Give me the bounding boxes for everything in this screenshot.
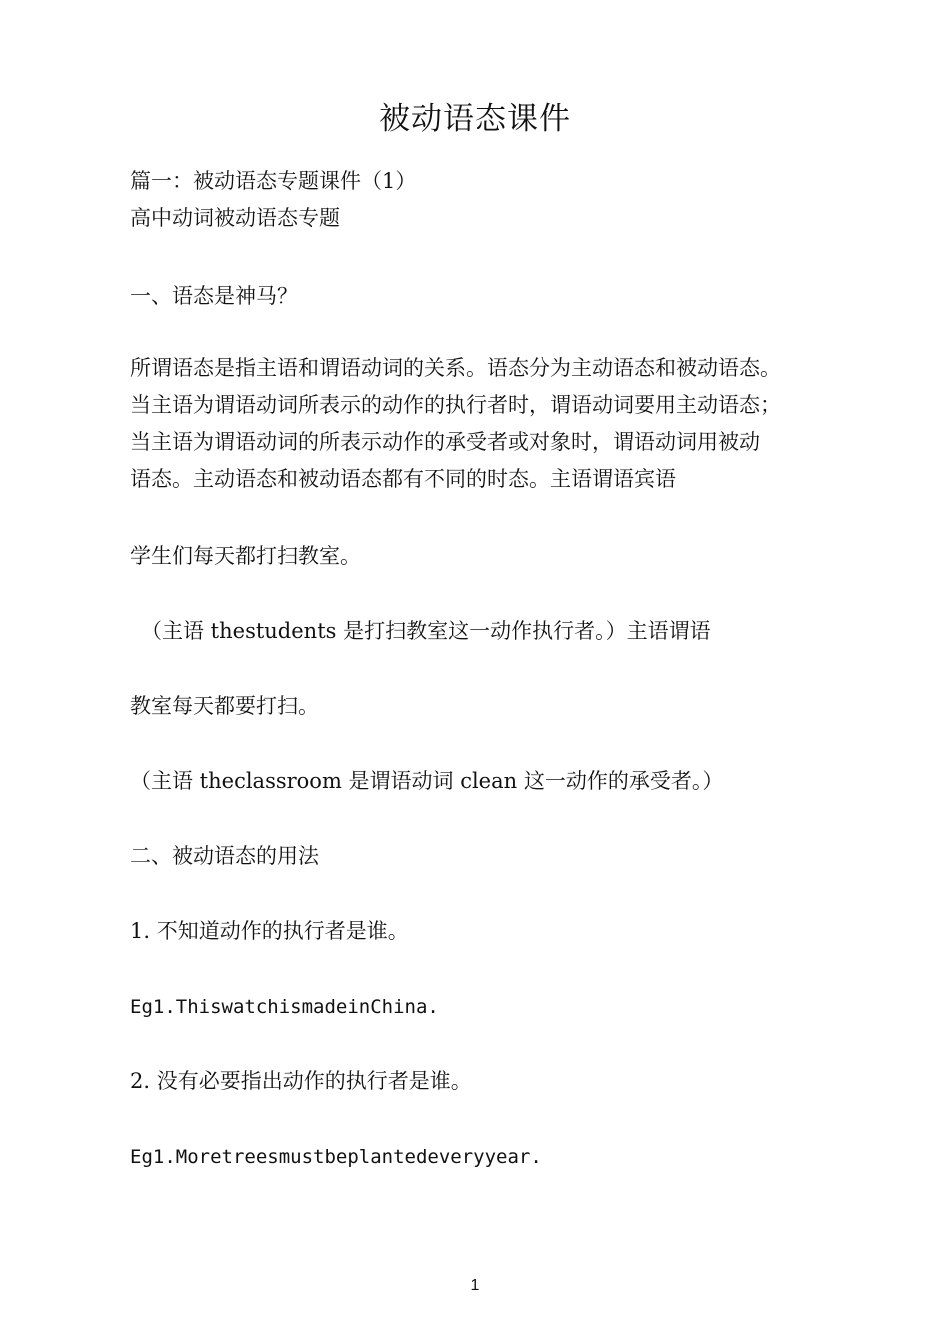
- usage-item-1: 1. 不知道动作的执行者是谁。: [130, 919, 409, 943]
- usage-item-2-example: Eg1.Moretreesmustbeplantedeveryyear.: [130, 1146, 542, 1168]
- passive-example-sentence: 教室每天都要打扫。: [130, 694, 319, 718]
- usage-item-1-example: Eg1.ThiswatchismadeinChina.: [130, 996, 439, 1018]
- section-heading: 篇一：被动语态专题课件（1）: [130, 169, 417, 193]
- heading-passive-usage: 二、被动语态的用法: [130, 844, 319, 868]
- passive-example-note: （主语 theclassroom 是谓语动词 clean 这一动作的承受者。）: [130, 769, 724, 793]
- active-example-note: （主语 thestudents 是打扫教室这一动作执行者。）主语谓语: [141, 619, 711, 643]
- paragraph-line: 语态。主动语态和被动语态都有不同的时态。主语谓语宾语: [130, 467, 676, 491]
- document-subtitle: 高中动词被动语态专题: [130, 206, 340, 230]
- paragraph-line: 当主语为谓语动词所表示的动作的执行者时，谓语动词要用主动语态；: [130, 393, 781, 417]
- paragraph-line: 所谓语态是指主语和谓语动词的关系。语态分为主动语态和被动语态。: [130, 356, 781, 380]
- document-title: 被动语态课件: [379, 101, 571, 137]
- definition-paragraph: [130, 350, 830, 498]
- paragraph-line: 当主语为谓语动词的所表示动作的承受者或对象时，谓语动词用被动: [130, 430, 760, 454]
- active-example-sentence: 学生们每天都打扫教室。: [130, 544, 361, 568]
- usage-item-2: 2. 没有必要指出动作的执行者是谁。: [130, 1069, 472, 1093]
- page-number: 1: [470, 1277, 480, 1294]
- heading-what-is-voice: 一、语态是神马？: [130, 284, 298, 308]
